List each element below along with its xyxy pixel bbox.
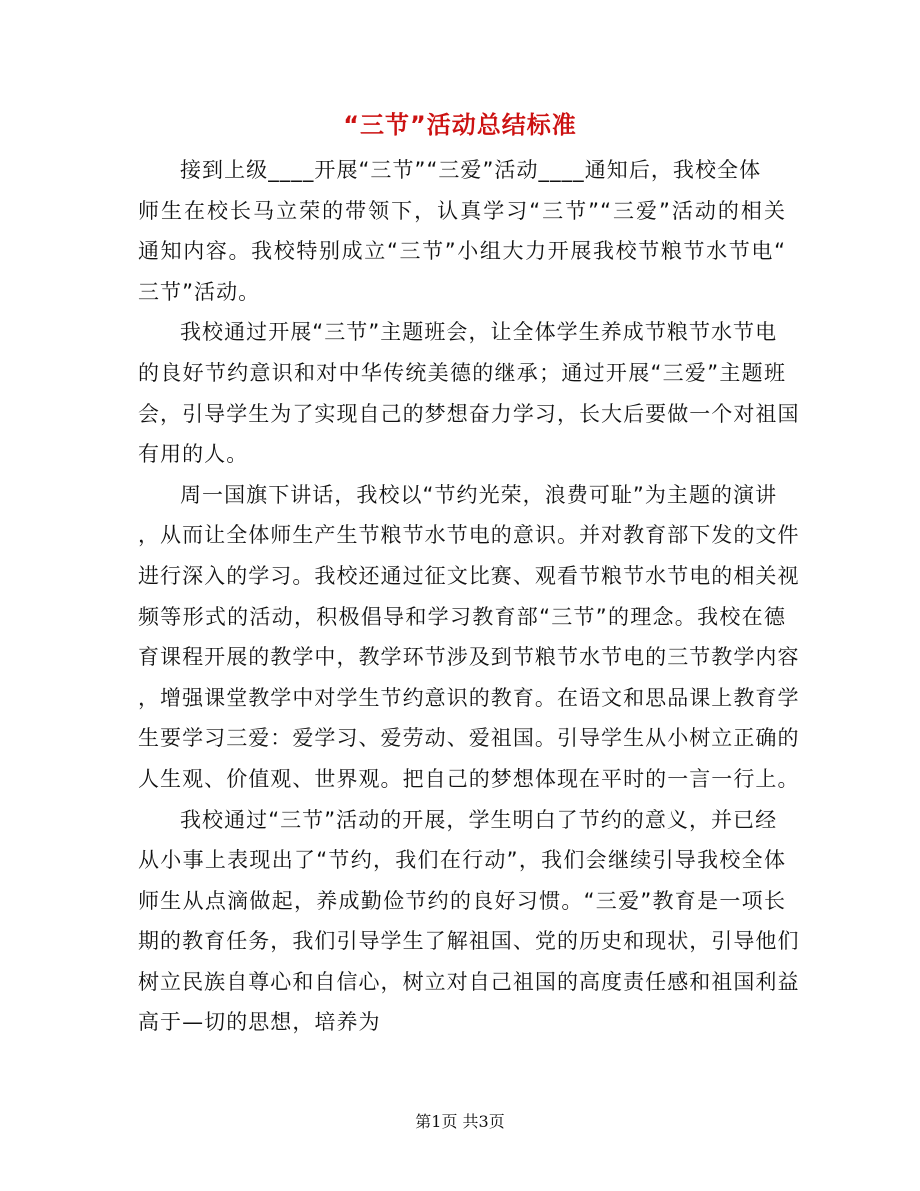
page-footer: 第1页 共3页 <box>415 1112 505 1131</box>
body-line: ，从而让全体师生产生节粮节水节电的意识。并对教育部下发的文件 <box>138 523 800 548</box>
body-line: 周一国旗下讲话，我校以“节约光荣，浪费可耻”为主题的演讲 <box>180 482 778 507</box>
body-line: 的良好节约意识和对中华传统美德的继承；通过开展“三爱”主题班 <box>138 360 786 385</box>
body-line: 育课程开展的教学中，教学环节涉及到节粮节水节电的三节教学内容 <box>138 645 800 670</box>
body-line: 期的教育任务，我们引导学生了解祖国、党的历史和现状，引导他们 <box>138 929 800 954</box>
body-line: 我校通过“三节”活动的开展，学生明白了节约的意义，并已经 <box>180 807 778 832</box>
body-line: 通知内容。我校特别成立“三节”小组大力开展我校节粮节水节电“ <box>138 239 786 264</box>
body-line: 三节”活动。 <box>138 279 261 304</box>
document-body <box>138 150 800 1043</box>
page-title: “三节”活动总结标准 <box>343 111 577 139</box>
body-line: ，增强课堂教学中对学生节约意识的教育。在语文和思品课上教育学 <box>138 685 800 710</box>
body-line: 人生观、价值观、世界观。把自己的梦想体现在平时的一言一行上。 <box>138 766 800 791</box>
body-line: 有用的人。 <box>138 442 249 467</box>
body-line: 师生在校长马立荣的带领下，认真学习“三节”“三爱”活动的相关 <box>138 198 786 223</box>
body-line: 从小事上表现出了“节约，我们在行动”，我们会继续引导我校全体 <box>138 848 786 873</box>
body-line: 接到上级____开展“三节”“三爱”活动____通知后，我校全体 <box>180 158 762 182</box>
body-line: 师生从点滴做起，养成勤俭节约的良好习惯。“三爱”教育是一项长 <box>138 888 786 913</box>
body-line: 高于—切的思想，培养为 <box>138 1010 381 1035</box>
body-line: 进行深入的学习。我校还通过征文比赛、观看节粮节水节电的相关视 <box>138 563 800 588</box>
body-line: 会，引导学生为了实现自己的梦想奋力学习，长大后要做一个对祖国 <box>138 401 800 426</box>
body-line: 生要学习三爱：爱学习、爱劳动、爱祖国。引导学生从小树立正确的 <box>138 726 800 751</box>
body-line: 频等形式的活动，积极倡导和学习教育部“三节”的理念。我校在德 <box>138 604 786 629</box>
body-line: 我校通过开展“三节”主题班会，让全体学生养成节粮节水节电 <box>180 320 778 345</box>
body-line: 树立民族自尊心和自信心，树立对自己祖国的高度责任感和祖国利益 <box>138 969 800 994</box>
